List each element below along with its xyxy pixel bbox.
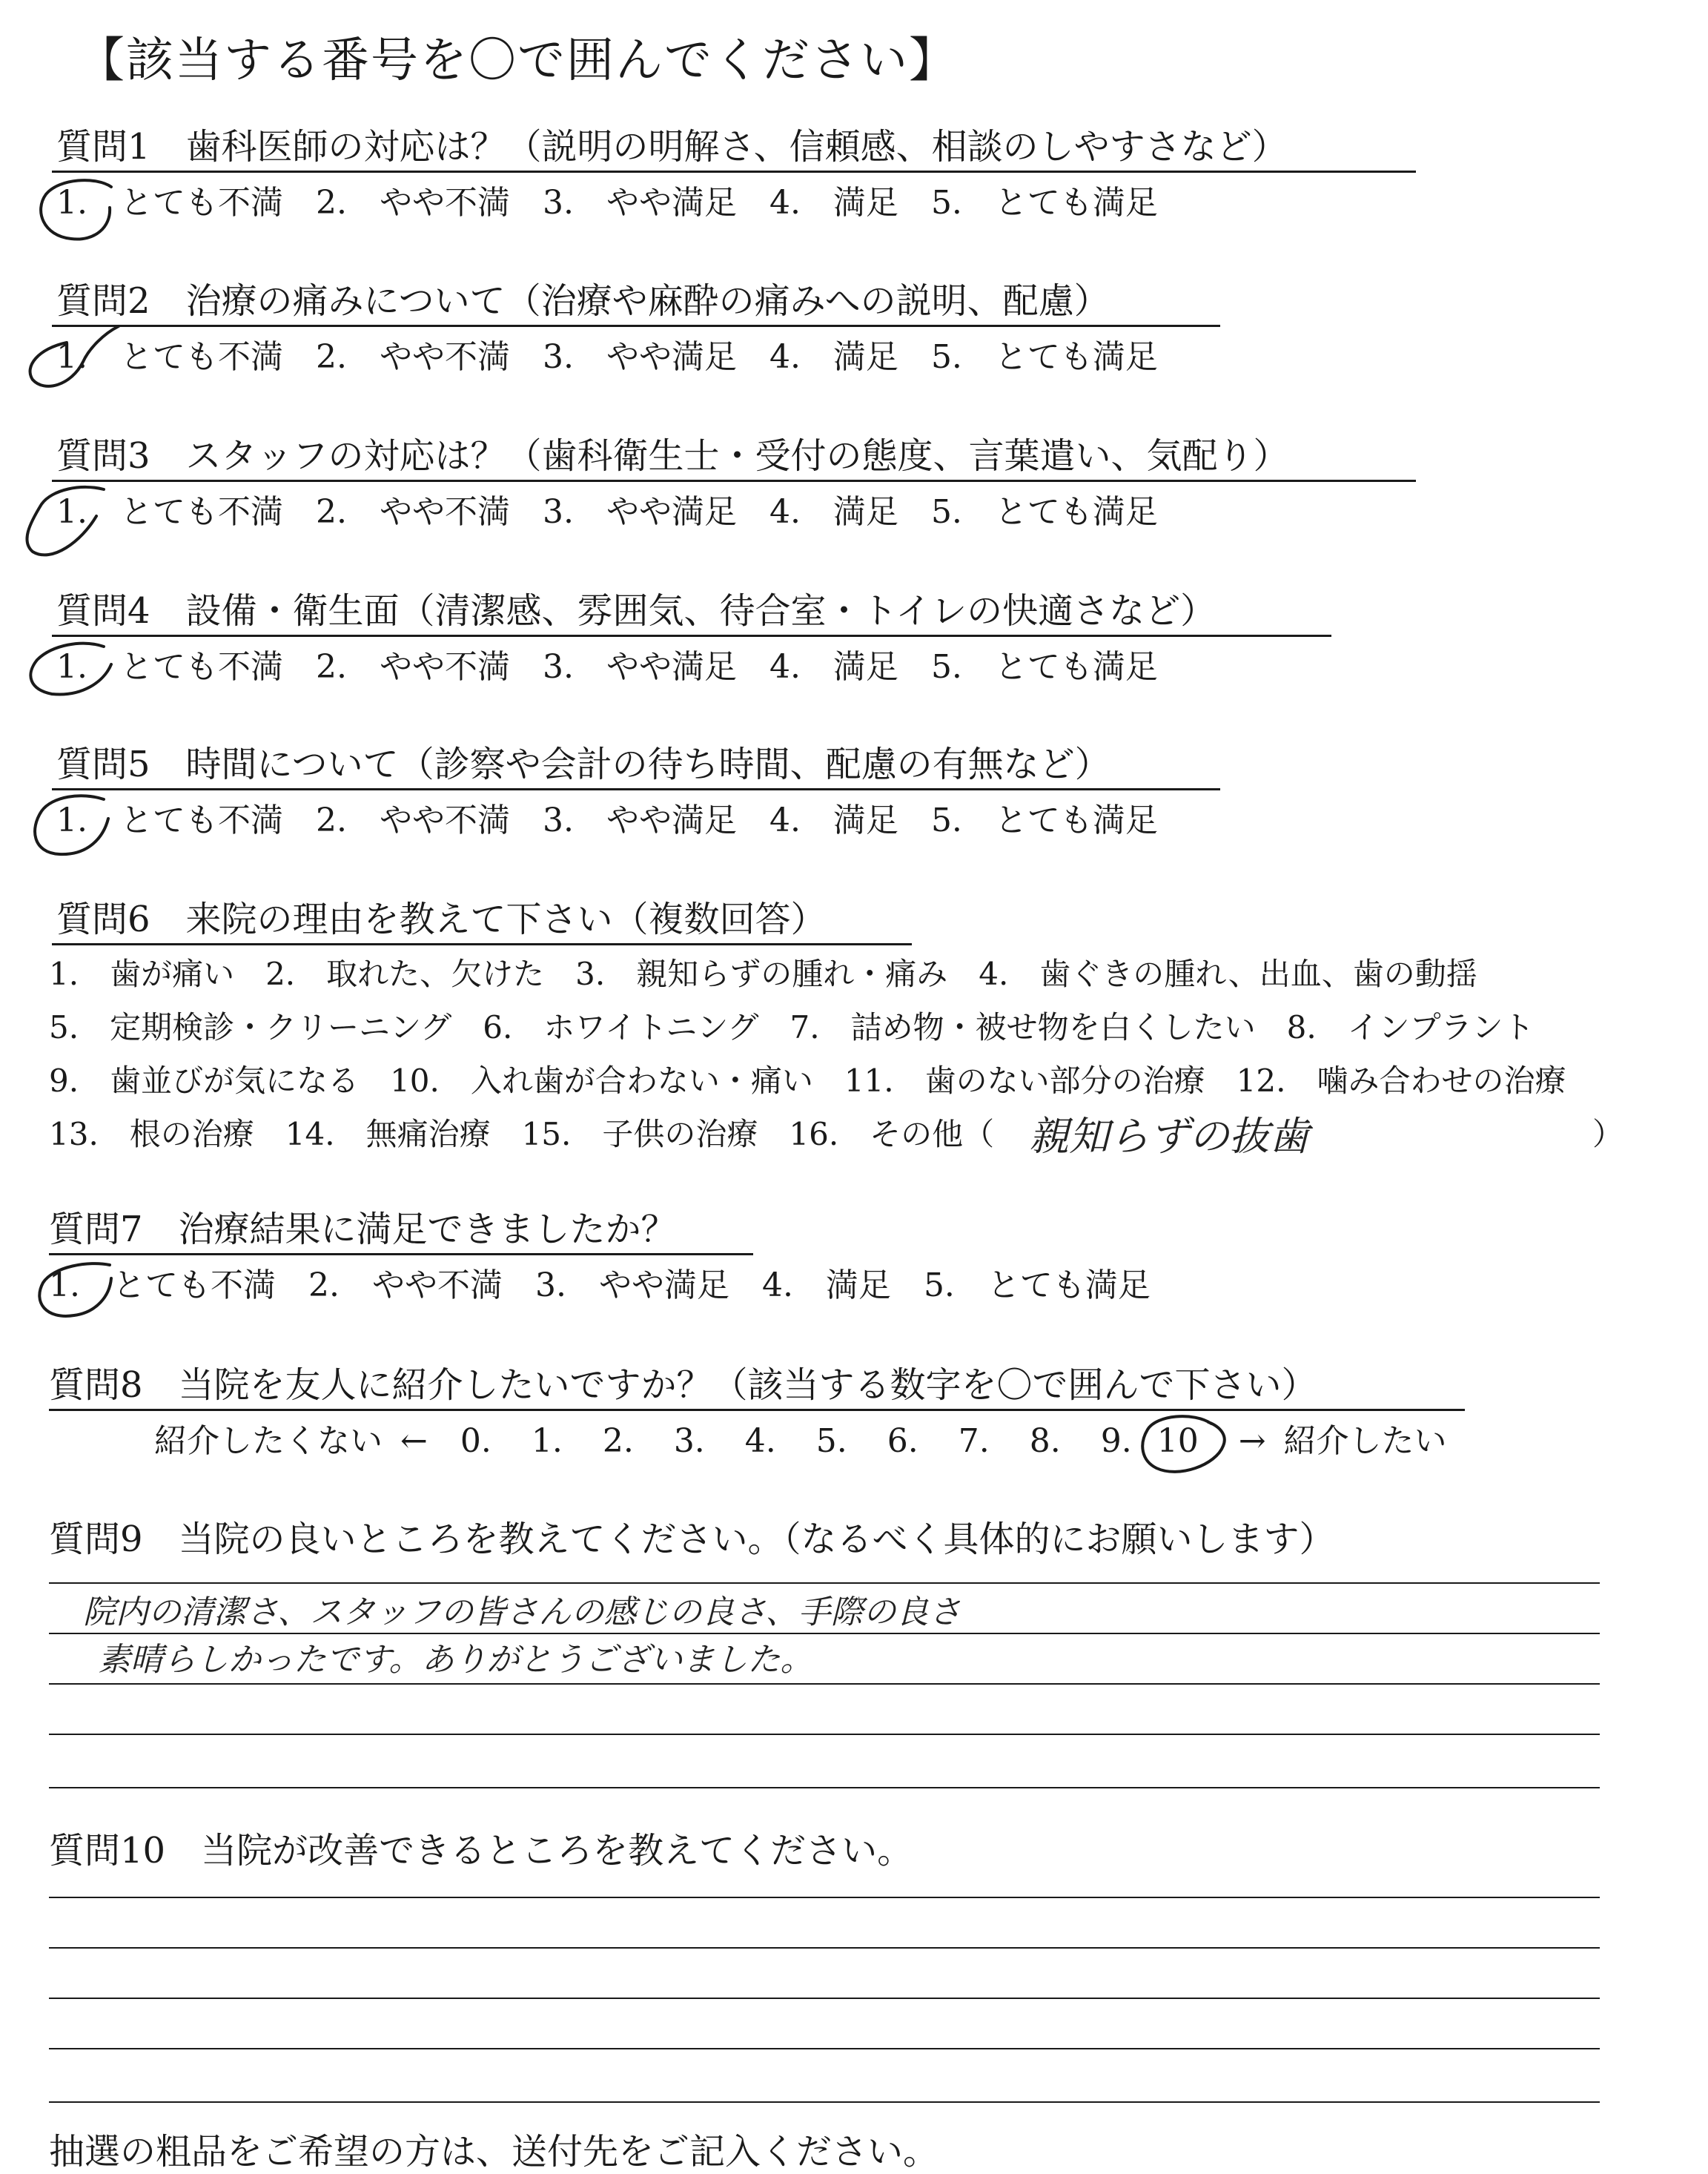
q7-option-3[interactable]: 3. やや満足 [534,1266,729,1304]
q10-writing-line-4 [49,2048,1600,2049]
question-5-title: 質問5 時間について（診察や会計の待ち時間、配慮の有無など） [56,744,1110,785]
q9-writing-line-4 [49,1734,1600,1735]
question-2-options [56,337,1191,378]
q4-option-2[interactable]: 2. やや不満 [315,648,510,686]
q3-option-3[interactable]: 3. やや満足 [542,493,737,531]
q1-option-5[interactable]: 5. とても満足 [930,184,1158,222]
question-10-title: 質問10 当院が改善できるところを教えてください。 [49,1830,913,1871]
question-4-underline [52,635,1331,637]
q10-writing-line-1 [49,1897,1600,1898]
q5-option-1[interactable]: 1. とても不満 [56,802,283,839]
q2-option-5[interactable]: 5. とても満足 [930,338,1158,376]
q5-option-4[interactable]: 4. 満足 [769,802,898,839]
q6-row-3[interactable]: 9. 歯並びが気になる 10. 入れ歯が合わない・痛い 11. 歯のない部分の治療 12. 噛み合わせの治療 [49,1063,1566,1099]
q2-option-1[interactable]: 1. とても不満 [56,338,283,376]
footer-note: 抽選の粗品をご希望の方は、送付先をご記入ください。 [49,2131,939,2173]
question-4-title: 質問4 設備・衛生面（清潔感、雰囲気、待合室・トイレの快適さなど） [56,590,1217,632]
q8-number-3[interactable]: 3. [673,1422,705,1460]
question-3-title: 質問3 スタッフの対応は？（歯科衛生士・受付の態度、言葉遣い、気配り） [56,435,1289,477]
question-1-underline [52,171,1416,173]
q9-writing-line-5 [49,1787,1600,1788]
question-1-title: 質問1 歯科医師の対応は？（説明の明解さ、信頼感、相談のしやすさなど） [56,126,1288,168]
q4-option-4[interactable]: 4. 満足 [769,648,898,686]
q10-writing-line-3 [49,1998,1600,1999]
question-9-title: 質問9 当院の良いところを教えてください。（なるべく具体的にお願いします） [49,1519,1335,1560]
question-5-underline [52,788,1220,790]
q6-close-paren: ） [1592,1116,1624,1152]
question-5-options [56,800,1191,842]
q8-number-6[interactable]: 6. [887,1422,918,1460]
q3-option-5[interactable]: 5. とても満足 [930,493,1158,531]
q8-number-2[interactable]: 2. [602,1422,634,1460]
q3-option-4[interactable]: 4. 満足 [769,493,898,531]
form-header: 【該当する番号を〇で囲んでください】 [77,33,958,88]
question-7-options [49,1265,1183,1306]
question-2-underline [52,325,1220,327]
q7-option-2[interactable]: 2. やや不満 [308,1266,503,1304]
question-2-title: 質問2 治療の痛みについて（治療や麻酔の痛みへの説明、配慮） [56,280,1110,322]
q8-number-1[interactable]: 1. [531,1422,563,1460]
q9-writing-line-3 [49,1683,1600,1685]
q4-option-5[interactable]: 5. とても満足 [930,648,1158,686]
q1-option-2[interactable]: 2. やや不満 [315,184,510,222]
question-8-title: 質問8 当院を友人に紹介したいですか？（該当する数字を〇で囲んで下さい） [49,1364,1317,1406]
q4-option-1[interactable]: 1. とても不満 [56,648,283,686]
question-4-options [56,647,1191,688]
q8-number-10[interactable]: 10 [1156,1422,1199,1460]
q3-option-2[interactable]: 2. やや不満 [315,493,510,531]
q2-option-4[interactable]: 4. 満足 [769,338,898,376]
q6-row-2[interactable]: 5. 定期検診・クリーニング 6. ホワイトニング 7. 詰め物・被せ物を白くしたい 8. インプラント [49,1009,1535,1045]
question-7-underline [49,1253,753,1255]
question-1-options [56,182,1191,224]
q8-left-label: 紹介したくない ← [154,1422,428,1460]
q8-right-label: → 紹介したい [1238,1422,1447,1460]
q8-number-8[interactable]: 8. [1029,1422,1061,1460]
q2-option-2[interactable]: 2. やや不満 [315,338,510,376]
question-6-title: 質問6 来院の理由を教えて下さい（複数回答） [56,899,827,940]
q6-other-handwritten[interactable]: 親知らずの抜歯 [1029,1113,1309,1160]
q7-option-4[interactable]: 4. 満足 [761,1266,891,1304]
question-3-options [56,492,1191,533]
q9-writing-line-1 [49,1582,1600,1584]
q10-writing-line-2 [49,1947,1600,1949]
q2-option-3[interactable]: 3. やや満足 [542,338,737,376]
q9-handwritten-line-1[interactable]: 院内の清潔さ、スタッフの皆さんの感じの良さ、手際の良さ [83,1593,961,1631]
q5-option-2[interactable]: 2. やや不満 [315,802,510,839]
q7-option-5[interactable]: 5. とても満足 [923,1266,1151,1304]
q8-scale [154,1421,1447,1462]
q3-option-1[interactable]: 1. とても不満 [56,493,283,531]
q8-number-5[interactable]: 5. [815,1422,847,1460]
q8-number-7[interactable]: 7. [958,1422,990,1460]
question-6-underline [52,943,912,945]
q8-number-0[interactable]: 0. [460,1422,491,1460]
question-7-title: 質問7 治療結果に満足できましたか？ [49,1209,677,1250]
q5-option-3[interactable]: 3. やや満足 [542,802,737,839]
q7-option-1[interactable]: 1. とても不満 [49,1266,276,1304]
q4-option-3[interactable]: 3. やや満足 [542,648,737,686]
question-8-underline [49,1409,1465,1411]
q5-option-5[interactable]: 5. とても満足 [930,802,1158,839]
q9-handwritten-line-2[interactable]: 素晴らしかったです。ありがとうございました。 [98,1641,813,1679]
q6-row-1[interactable]: 1. 歯が痛い 2. 取れた、欠けた 3. 親知らずの腫れ・痛み 4. 歯ぐきの腫れ、出血、歯の動揺 [49,956,1477,992]
q8-number-4[interactable]: 4. [744,1422,776,1460]
q1-option-1[interactable]: 1. とても不満 [56,184,283,222]
q10-writing-line-5 [49,2101,1600,2103]
q8-number-9[interactable]: 9. [1100,1422,1132,1460]
q6-row-4[interactable]: 13. 根の治療 14. 無痛治療 15. 子供の治療 16. その他（ [49,1116,995,1152]
q1-option-4[interactable]: 4. 満足 [769,184,898,222]
q1-option-3[interactable]: 3. やや満足 [542,184,737,222]
question-3-underline [52,480,1416,482]
